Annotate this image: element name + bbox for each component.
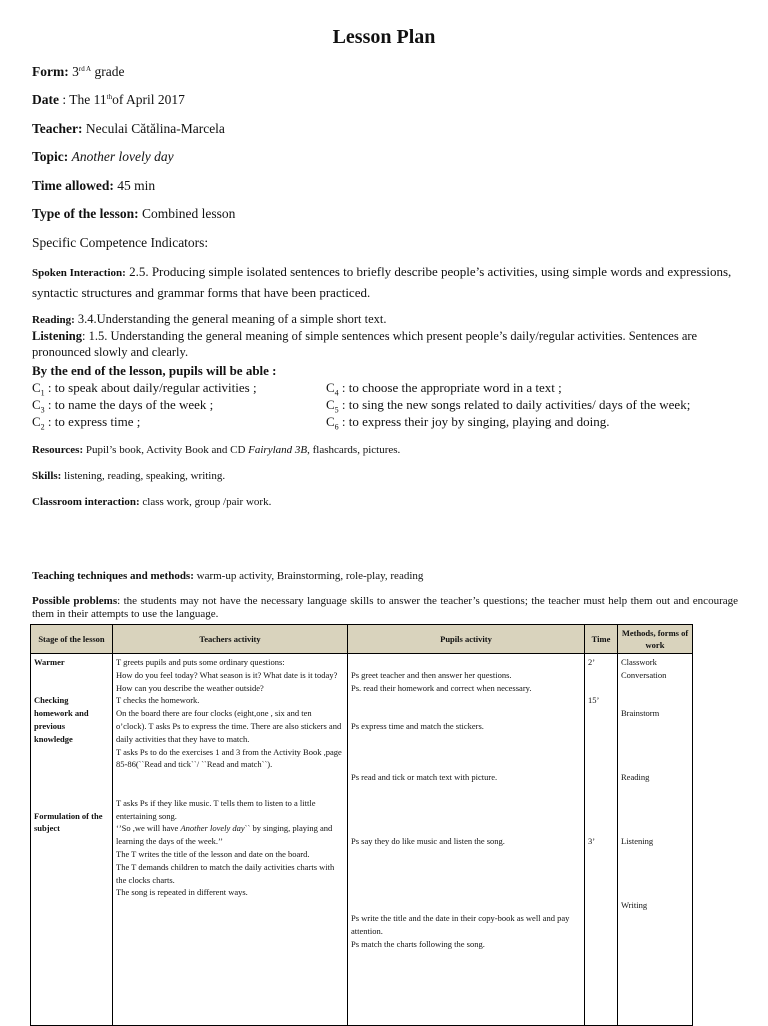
teacher-line: T greets pupils and puts some ordinary questions: bbox=[116, 657, 285, 667]
competence-c4: $C_4$ : to choose the appropriate word in a text ; bbox=[326, 380, 562, 398]
classroom-interaction-line bbox=[32, 496, 271, 508]
reading-value: 3.4.Understanding the general meaning of a simple short text. bbox=[74, 312, 387, 326]
techniques-label: Teaching techniques and methods: bbox=[32, 570, 194, 582]
lesson-type-line bbox=[32, 206, 235, 222]
document-title: Lesson Plan bbox=[332, 26, 436, 48]
method-item: Classwork bbox=[621, 657, 657, 667]
stage-warmer: Warmer bbox=[34, 657, 65, 667]
time-allowed-value: 45 min bbox=[113, 178, 156, 193]
date-line bbox=[32, 92, 185, 108]
method-item: Reading bbox=[621, 772, 650, 783]
form-line bbox=[32, 64, 124, 80]
teacher-line: How can you describe the weather outside? bbox=[116, 682, 264, 693]
possible-problems-paragraph bbox=[32, 595, 738, 621]
topic-line bbox=[32, 149, 174, 165]
pupil-line: Ps. read their homework and correct when necessary. bbox=[351, 682, 532, 693]
pupil-line: Ps greet teacher and then answer her questions. bbox=[351, 669, 512, 680]
techniques-line bbox=[32, 570, 423, 582]
teacher-line: The song is repeated in different ways. bbox=[116, 887, 248, 898]
table-row bbox=[31, 654, 693, 1026]
header-teacher-activity: Teachers activity bbox=[113, 625, 348, 654]
time-allowed-line bbox=[32, 178, 155, 194]
teacher-label: Teacher: bbox=[32, 121, 83, 136]
methods-column bbox=[618, 654, 693, 1026]
lesson-type-label: Type of the lesson: bbox=[32, 206, 139, 221]
pupil-line: Ps match the charts following the song. bbox=[351, 938, 485, 949]
time-column bbox=[585, 654, 618, 1026]
teacher-value: Neculai Cătălina-Marcela bbox=[82, 121, 225, 136]
teacher-line: The T demands children to match the daily activities charts with the clocks charts. bbox=[116, 861, 335, 885]
competence-c2: $C_2$ : to express time ; bbox=[32, 414, 141, 432]
resources-label: Resources: bbox=[32, 444, 84, 456]
pupil-line: Ps express time and match the stickers. bbox=[351, 720, 484, 731]
teacher-line: T asks Ps to do the exercises 1 and 3 from the Activity Book ,page 85-86(``Read and tick``/ ``Read and match``). bbox=[116, 746, 342, 770]
listening-value: : 1.5. Understanding the general meaning of simple sentences which present people’s daily/regular activities. Sentences are pronounced slowly and clearly. bbox=[32, 329, 698, 359]
competence-c3: $C_3$ : to name the days of the week ; bbox=[32, 397, 214, 415]
competence-c1: $C_1$ : to speak about daily/regular activities ; bbox=[32, 380, 257, 398]
resources-line: Resources: Pupil’s book, Activity Book and CD Fairyland 3B, flashcards, pictures. bbox=[32, 444, 401, 456]
teacher-line: T checks the homework. bbox=[116, 695, 200, 706]
table-header-row bbox=[31, 625, 693, 654]
teacher-line: On the board there are four clocks (eight,one , six and ten o’clock). T asks Ps to express the time. There are also stickers and daily activities that they have to match. bbox=[116, 708, 342, 744]
pupil-line: Ps read and tick or match text with picture. bbox=[351, 772, 498, 783]
teacher-activity-column bbox=[113, 654, 348, 1026]
teacher-line: ‘’So ,we will have Another lovely day`` by singing, playing and learning the days of the week.’’ bbox=[116, 823, 333, 847]
method-item: Brainstorm bbox=[621, 708, 660, 719]
lesson-title-italic: Another lovely day bbox=[180, 823, 245, 834]
skills-label: Skills: bbox=[32, 470, 62, 482]
spoken-label: Spoken Interaction: bbox=[32, 267, 126, 279]
method-item: Listening bbox=[621, 836, 654, 847]
interaction-label: Classroom interaction: bbox=[32, 496, 140, 508]
specific-competence-heading: Specific Competence Indicators: bbox=[32, 235, 209, 250]
teacher-line: T asks Ps if they like music. T tells them to listen to a little entertaining song. bbox=[116, 797, 316, 821]
stage-checking-homework: Checking homework and previous knowledge bbox=[34, 695, 89, 744]
time-value: 2’ bbox=[588, 657, 596, 667]
pupil-line: Ps say they do like music and listen the song. bbox=[351, 836, 505, 847]
reading-label: Reading: bbox=[32, 314, 75, 326]
topic-value: Another lovely day bbox=[71, 149, 174, 164]
teacher-line: The T writes the title of the lesson and date on the board. bbox=[116, 848, 310, 859]
lesson-stages-table bbox=[30, 624, 693, 1026]
header-pupils-activity: Pupils activity bbox=[348, 625, 585, 654]
time-value: 3’ bbox=[588, 836, 596, 847]
form-label: Form: bbox=[32, 64, 69, 79]
reading-paragraph bbox=[32, 311, 738, 328]
header-time: Time bbox=[585, 625, 618, 654]
skills-value: listening, reading, speaking, writing. bbox=[61, 470, 226, 482]
competence-c5: $C_5$ : to sing the new songs related to daily activities/ days of the week; bbox=[326, 397, 691, 415]
techniques-value: warm-up activity, Brainstorming, role-play, reading bbox=[193, 570, 424, 582]
date-label: Date bbox=[32, 92, 59, 107]
time-allowed-label: Time allowed: bbox=[32, 178, 114, 193]
listening-paragraph bbox=[32, 328, 738, 360]
pupil-line: Ps write the title and the date in their copy-book as well and pay attention. bbox=[351, 912, 570, 936]
interaction-value: class work, group /pair work. bbox=[139, 496, 272, 508]
skills-line bbox=[32, 470, 225, 482]
method-item: Conversation bbox=[621, 669, 667, 680]
problems-label: Possible problems bbox=[32, 595, 118, 607]
resources-book-title: Fairyland 3B bbox=[248, 444, 308, 456]
header-stage: Stage of the lesson bbox=[31, 625, 113, 654]
time-value: 15’ bbox=[588, 695, 600, 706]
listening-label: Listening bbox=[32, 329, 83, 343]
lesson-type-value: Combined lesson bbox=[138, 206, 236, 221]
topic-label: Topic: bbox=[32, 149, 69, 164]
pupils-activity-column bbox=[348, 654, 585, 1026]
spoken-interaction-paragraph bbox=[32, 262, 738, 303]
objectives-heading: By the end of the lesson, pupils will be able : bbox=[32, 363, 277, 378]
form-value: $3^{rd A}$ grade bbox=[72, 64, 125, 79]
teacher-line: How do you feel today? What season is it? What date is it today? bbox=[116, 669, 338, 680]
stage-formulation: Formulation of the subject bbox=[34, 810, 103, 834]
problems-value: : the students may not have the necessary language skills to answer the teacher’s questions; the teacher must help them out and encourage them in their attempts to use the language. bbox=[32, 595, 738, 620]
header-methods: Methods, forms of work bbox=[618, 625, 693, 654]
spoken-value: 2.5. Producing simple isolated sentences to briefly describe people’s activities, using simple words and expressions, syntactic structures and grammar forms that have been practiced. bbox=[32, 264, 732, 300]
teacher-line bbox=[32, 121, 225, 137]
competence-c6: $C_6$ : to express their joy by singing, playing and doing. bbox=[326, 414, 610, 432]
stage-column bbox=[31, 654, 113, 1026]
method-item: Writing bbox=[621, 900, 648, 911]
date-value: : The 11thof April 2017 bbox=[59, 92, 185, 107]
